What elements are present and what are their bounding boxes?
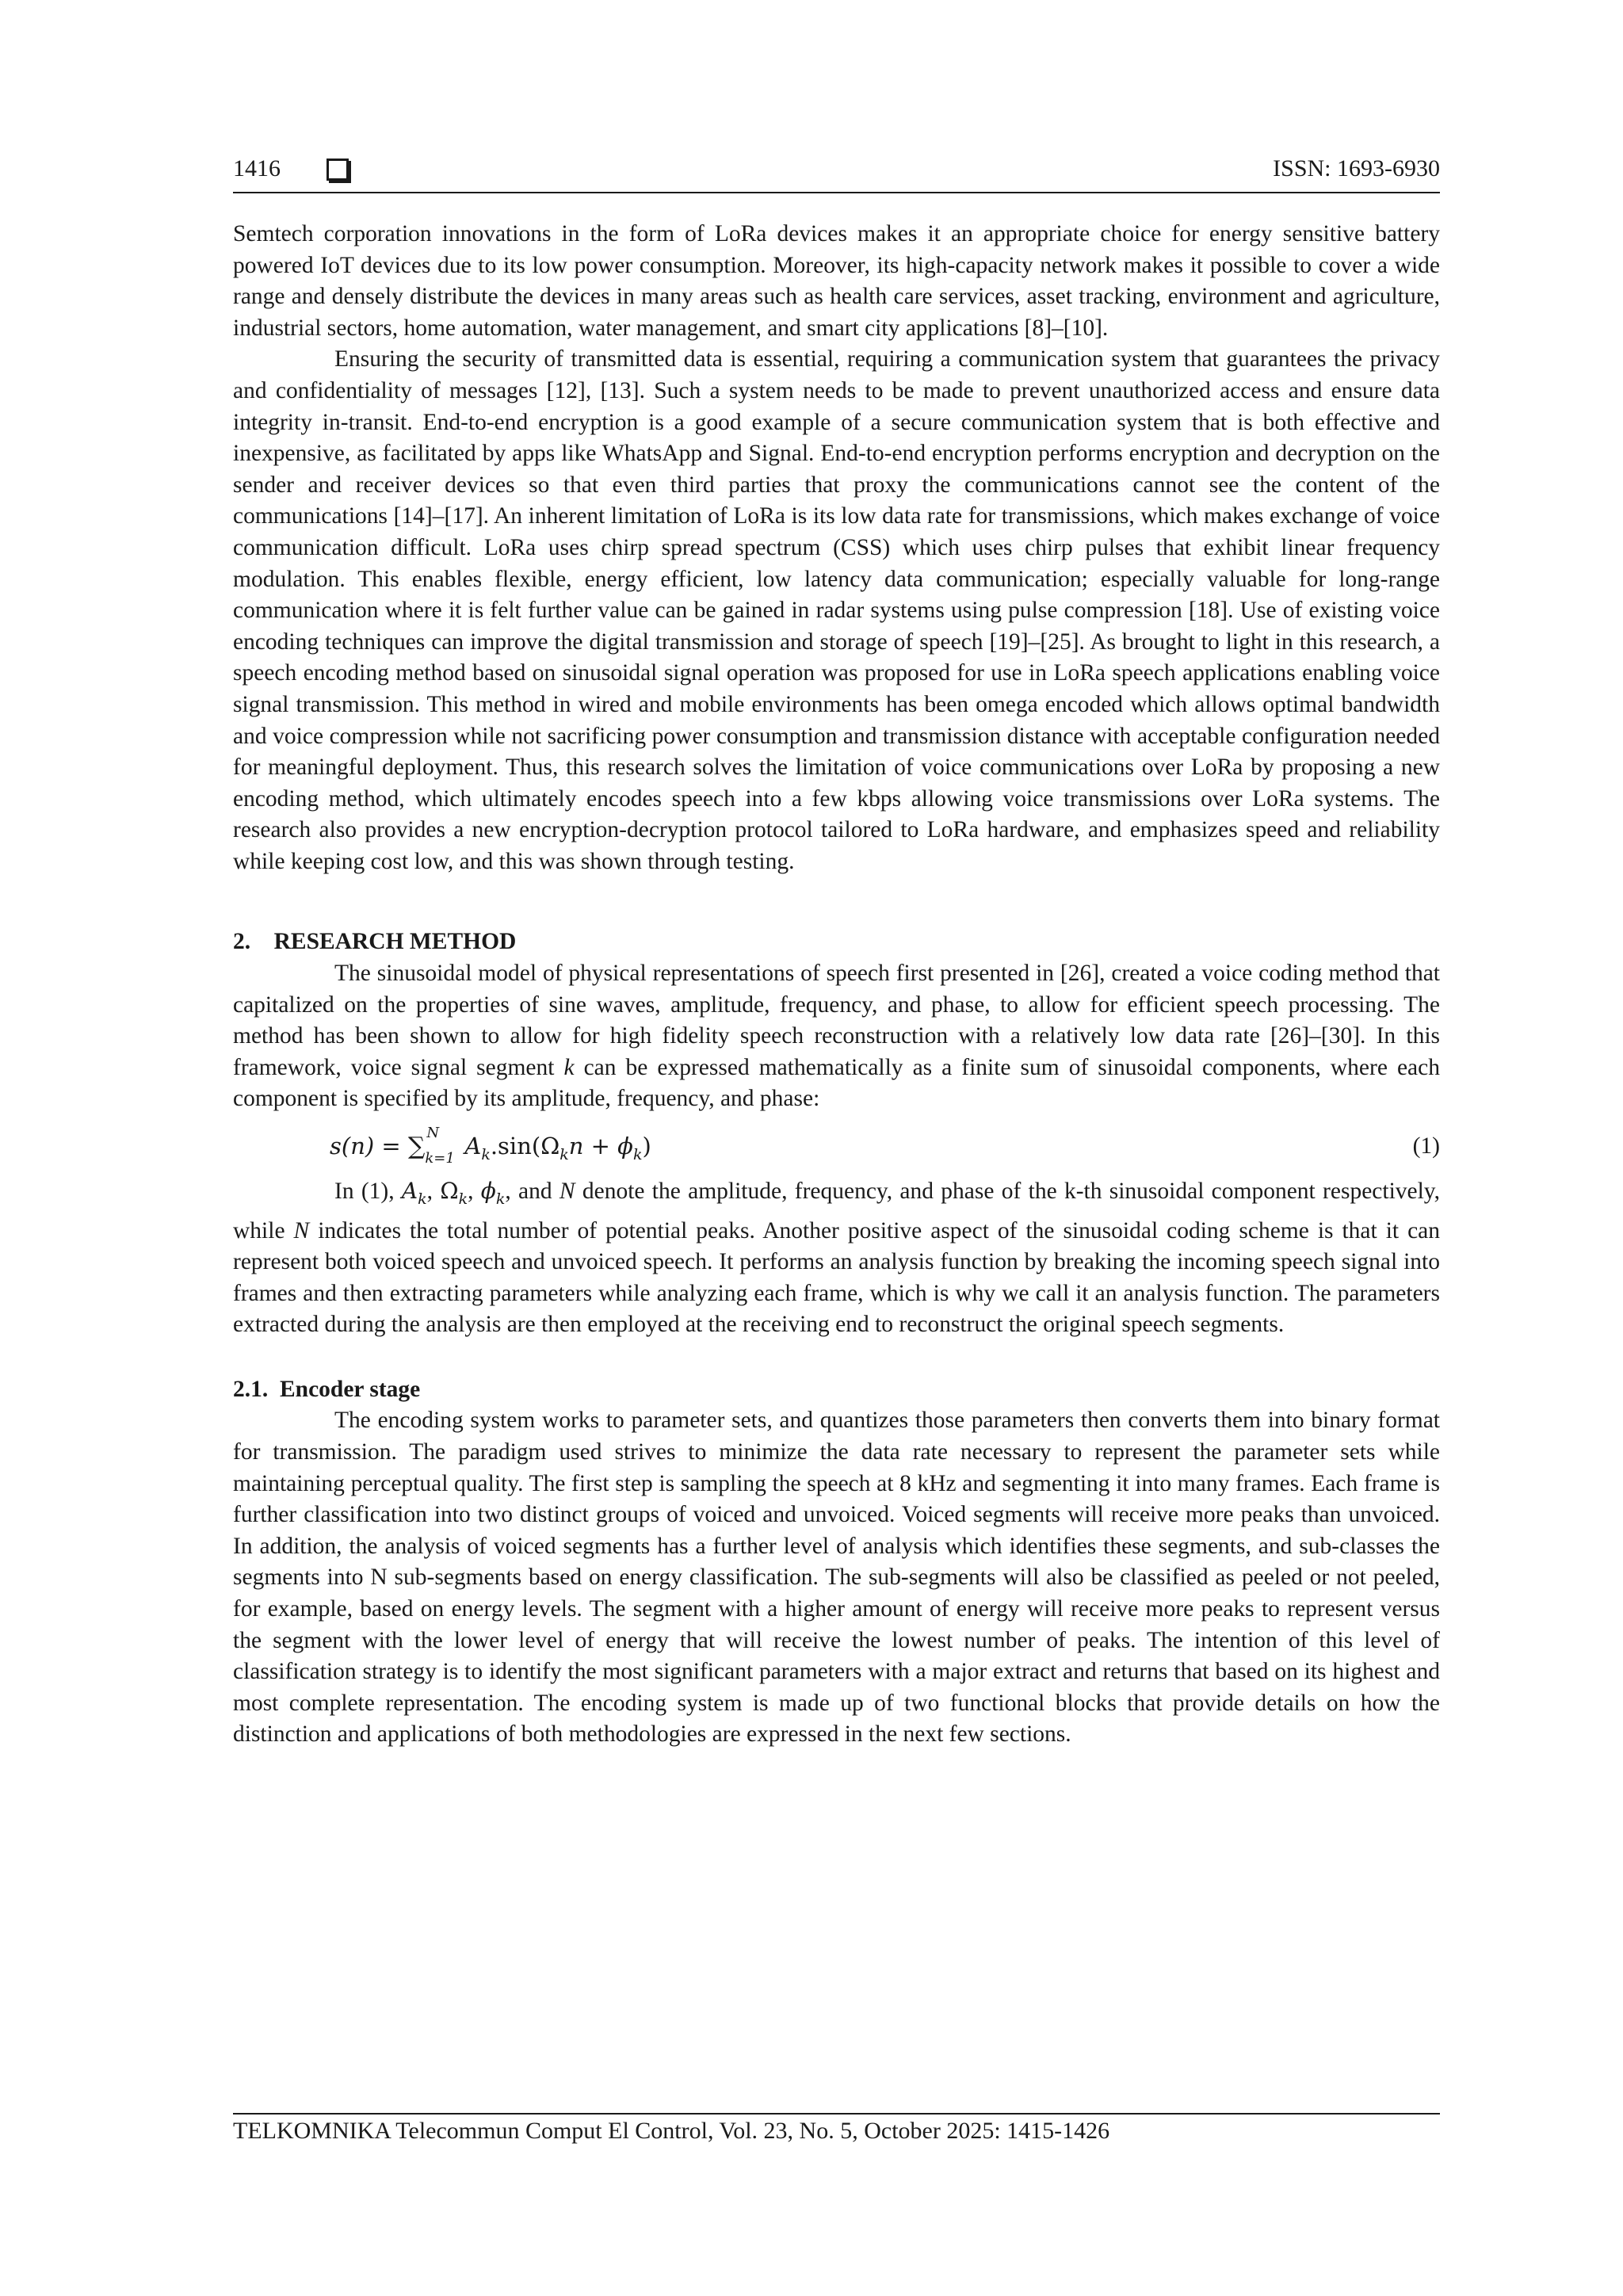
running-header xyxy=(233,155,1440,195)
variable-k: k xyxy=(563,1054,575,1080)
intro-paragraph-2: Ensuring the security of transmitted data is essential, requiring a communication system that guarantees the privacy and confidentiality of messages [12], [13]. Such a system needs to be made to prevent unauthorized access and ensure data integrity in-transit. End-to-end encryption is a good example of a secure communication system that is both effective and inexpensive, as facilitated by apps like WhatsApp and Signal. End-to-end encryption performs encryption and decryption on the sender and receiver devices so that even third parties that proxy the communications cannot see the content of the communications [14]–[17]. An inherent limitation of LoRa is its low data rate for transmissions, which makes exchange of voice communication difficult. LoRa uses chirp spread spectrum (CSS) which uses chirp pulses that exhibit linear frequency modulation. This enables flexible, energy efficient, low latency data communication; especially valuable for long-range communication where it is felt further value can be gained in radar systems using pulse compression [18]. Use of existing voice encoding techniques can improve the digital transmission and storage of speech [19]–[25]. As brought to light in this research, a speech encoding method based on sinusoidal signal operation was proposed for use in LoRa speech applications enabling voice signal transmission. This method in wired and mobile environments has been omega encoded which allows optimal bandwidth and voice compression while not sacrificing power consumption and transmission distance with acceptable configuration needed for meaningful deployment. Thus, this research solves the limitation of voice communications over LoRa by proposing a new encoding method, which ultimately encodes speech into a few kbps allowing voice transmissions over LoRa systems. The research also provides a new encryption-decryption protocol tailored to LoRa hardware, and emphasizes speed and reliability while keeping cost low, and this was shown through testing. xyxy=(233,346,1440,874)
page-number: 1416 xyxy=(233,155,281,181)
method-paragraph-2: In (1), $A_k$, $\Omega_k$, $\phi_k$, and N denote the amplitude, frequency, and phase of the k-th sinusoidal component respectively, while N indicates the total number of potential peaks. Another positive aspect of the sinusoidal coding scheme is that it can represent both voiced speech and unvoiced speech. It performs an analysis function by breaking the incoming speech signal into frames and then extracting parameters while analyzing each frame, which is why we call it an analysis function. The parameters extracted during the analysis are then employed at the receiving end to reconstruct the original speech segments. xyxy=(233,1178,1441,1338)
summation-symbol: ∑ xyxy=(407,1133,426,1161)
header-rule xyxy=(233,192,1440,193)
body-text xyxy=(233,219,1440,1751)
equation-1 xyxy=(233,1125,1440,1171)
footer-rule xyxy=(233,2113,1440,2115)
encoder-paragraph: The encoding system works to parameter sets, and quantizes those parameters then converts them into binary format for transmission. The paradigm used strives to minimize the data rate necessary to represent the parameter sets while maintaining perceptual quality. The first step is sampling the speech at 8 kHz and segmenting it into many frames. Each frame is further classification into two distinct groups of voiced and unvoiced. Voiced segments will receive more peaks than unvoiced. In addition, the analysis of voiced segments has a further level of analysis which identifies these segments, and sub-classes the segments into N sub-segments based on energy classification. The sub-segments will also be classified as peeled or not peeled, for example, based on energy levels. The segment with a higher amount of energy will receive more peaks to represent versus the segment with the lower level of energy that will receive the lowest number of peaks. The intention of this level of classification strategy is to identify the most significant parameters with a major extract and returns that based on its highest and most complete representation. The encoding system is made up of two functional blocks that provide details on how the distinction and applications of both methodologies are expressed in the next few sections. xyxy=(233,1408,1440,1748)
subsection-heading-encoder-stage: 2.1. Encoder stage xyxy=(233,1376,421,1402)
section-heading-research-method: 2. RESEARCH METHOD xyxy=(233,929,517,955)
equation-formula: s(n) = ∑ N k=1 $A_k.\sin(\Omega_kn + \phi_k)$ xyxy=(330,1125,651,1167)
equation-number: (1) xyxy=(1412,1133,1440,1159)
journal-citation-footer: TELKOMNIKA Telecommun Comput El Control, Vol. 23, No. 5, October 2025: 1415-1426 xyxy=(233,2118,1110,2144)
checkbox-square-icon xyxy=(327,159,349,181)
subsection-spacer xyxy=(233,1341,1440,1374)
section-spacer xyxy=(233,877,1440,926)
journal-issn: ISSN: 1693-6930 xyxy=(1273,155,1440,181)
intro-paragraph-1: Semtech corporation innovations in the form of LoRa devices makes it an appropriate choice for energy sensitive battery powered IoT devices due to its low power consumption. Moreover, its high-capacity network makes it possible to cover a wide range and densely distribute the devices in many areas such as health care services, asset tracking, environment and agriculture, industrial sectors, home automation, water management, and smart city applications [8]–[10]. xyxy=(233,221,1440,341)
method-paragraph-1: The sinusoidal model of physical representations of speech first presented in [26], created a voice coding method that capitalized on the properties of sine waves, amplitude, frequency, and phase, to allow for efficient speech processing. The method has been shown to allow for high fidelity speech reconstruction with a relatively low data rate [26]–[30]. In this framework, voice signal segment k can be expressed mathematically as a finite sum of sinusoidal components, where each component is specified by its amplitude, frequency, and phase: xyxy=(233,961,1440,1112)
